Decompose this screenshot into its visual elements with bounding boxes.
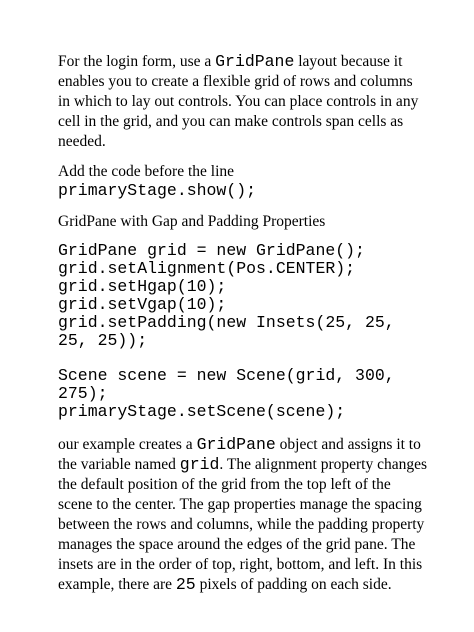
code-line: grid.setPadding(new Insets(25, 25,: [58, 313, 395, 332]
explanation-text-4: pixels of padding on each side.: [195, 576, 392, 593]
padding-value-inline-code: 25: [175, 575, 196, 594]
code-line: GridPane grid = new GridPane();: [58, 241, 365, 260]
code-line: grid.setVgap(10);: [58, 295, 227, 314]
code-line: 25, 25));: [58, 331, 148, 350]
code-line: primaryStage.setScene(scene);: [58, 402, 346, 421]
explanation-text-3: . The alignment property changes the default position of the grid from the top left of the scene to the center. The gap properties manage the spacing between the rows and columns, while the padding property manages the space around the edges of the grid pane. The insets are in the order of top, right, bottom, and left. In this example, there are: [58, 456, 428, 593]
code-line: grid.setHgap(10);: [58, 277, 227, 296]
code-line: grid.setAlignment(Pos.CENTER);: [58, 259, 356, 278]
intro-text-start: For the login form, use a: [58, 53, 216, 70]
code-line: Scene scene = new Scene(grid, 300,: [58, 366, 395, 385]
primarystage-show-code: primaryStage.show();: [58, 181, 257, 200]
grid-inline-code: grid: [179, 455, 220, 474]
document-page: [58, 52, 428, 595]
explanation-text-2: object and assigns it to the variable named: [58, 436, 421, 473]
explanation-paragraph: [58, 435, 428, 595]
instruction-paragraph: Add the code before the line: [58, 163, 235, 180]
intro-text-end: layout because it enables you to create a flexible grid of rows and columns in which to lay out controls. You can place controls in any cell in the grid, and you can make controls span cells as needed.: [58, 53, 419, 150]
gridpane-inline-code: GridPane: [215, 52, 295, 71]
code-line: 275);: [58, 384, 108, 403]
gridpane-code-block: [58, 242, 428, 350]
intro-paragraph: [58, 52, 428, 152]
gridpane-inline-code: GridPane: [196, 435, 276, 454]
scene-code-block: [58, 367, 428, 421]
section-caption: GridPane with Gap and Padding Properties: [58, 213, 326, 230]
explanation-text-1: our example creates a: [58, 436, 197, 453]
